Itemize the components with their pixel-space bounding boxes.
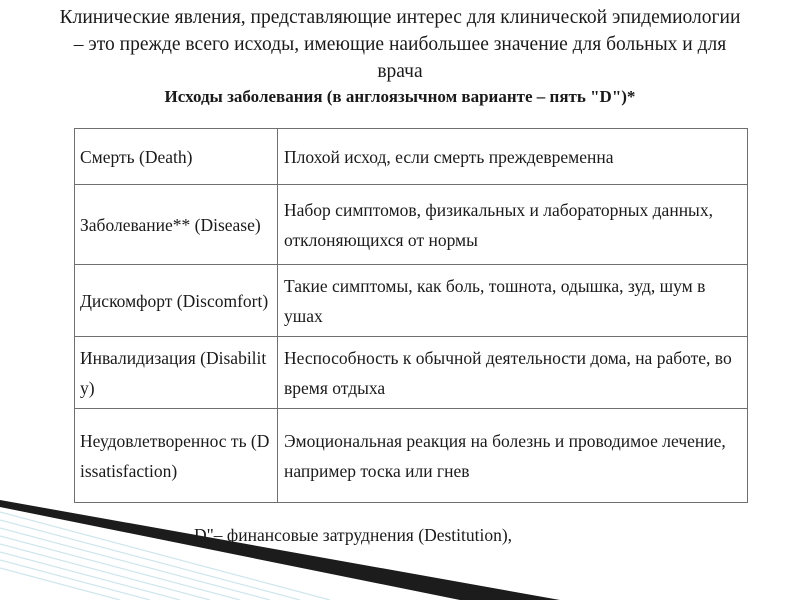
table-subtitle: Исходы заболевания (в англоязычном варианте – пять "D")* — [164, 87, 636, 106]
outcome-term: Смерть (Death) — [75, 129, 278, 185]
intro-text — [0, 4, 800, 85]
table-row — [75, 337, 748, 409]
outcome-term: Неудовлетвореннос ть (Dissatisfaction) — [75, 409, 278, 503]
outcome-description: Такие симптомы, как боль, тошнота, одышка, зуд, шум в ушах — [278, 265, 748, 337]
footnote: D"– финансовые затруднения (Destitution), — [194, 525, 513, 545]
outcome-term: Заболевание** (Disease) — [75, 185, 278, 265]
outcome-description: Неспособность к обычной деятельности дома, на работе, во время отдыха — [278, 337, 748, 409]
table-row — [75, 185, 748, 265]
intro-line-1: Клинические явления, представляющие интерес для клинической эпидемиологии — [59, 7, 741, 28]
table-row — [75, 409, 748, 503]
outcome-term: Инвалидизация (Disability) — [75, 337, 278, 409]
outcome-description: Эмоциональная реакция на болезнь и проводимое лечение, например тоска или гнев — [278, 409, 748, 503]
outcome-term: Дискомфорт (Discomfort) — [75, 265, 278, 337]
intro-line-3: врача — [377, 61, 423, 82]
table-row — [75, 265, 748, 337]
outcomes-table — [74, 128, 748, 503]
intro-line-2: – это прежде всего исходы, имеющие наибольшее значение для больных и для — [73, 34, 727, 55]
table-row — [75, 129, 748, 185]
outcome-description: Набор симптомов, физикальных и лабораторных данных, отклоняющихся от нормы — [278, 185, 748, 265]
outcome-description: Плохой исход, если смерть преждевременна — [278, 129, 748, 185]
